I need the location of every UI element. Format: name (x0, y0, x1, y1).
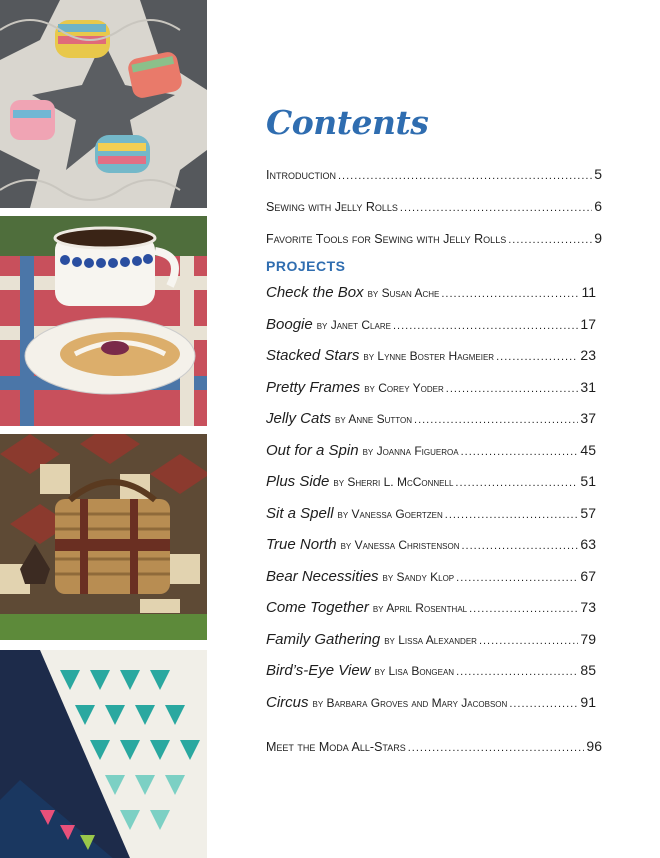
leader-dots (509, 692, 578, 715)
leader-dots (456, 660, 578, 683)
triangle-quilt-photo (0, 650, 207, 858)
toc-entry-label: Meet the Moda All-Stars (266, 740, 406, 754)
leader-dots (400, 199, 592, 216)
project-entry[interactable] (266, 440, 602, 463)
project-name: True North (266, 536, 337, 553)
project-entry[interactable] (266, 377, 602, 400)
project-name: Bear Necessities (266, 567, 379, 585)
project-name: Jelly Cats (266, 410, 332, 427)
project-name: Stacked Stars (266, 347, 360, 364)
leader-dots (393, 314, 578, 337)
toc-page-number: 31 (580, 378, 596, 395)
leader-dots (338, 167, 592, 184)
project-designer: by Anne Sutton (335, 412, 413, 426)
toc-page-number: 51 (580, 473, 596, 489)
leader-dots (455, 471, 578, 494)
toc-entry-label: Favorite Tools for Sewing with Jelly Rolls (266, 232, 507, 246)
project-entry[interactable] (266, 660, 602, 683)
toc-page-number: 67 (580, 567, 596, 584)
toc-entry-introduction[interactable] (266, 166, 602, 184)
table-of-contents (266, 100, 602, 756)
projects-heading: PROJECTS (266, 258, 346, 274)
leader-dots (446, 377, 579, 400)
project-designer: by Janet Clare (316, 317, 391, 332)
project-name: Boogie (266, 315, 313, 333)
project-entry[interactable] (266, 282, 602, 305)
project-designer: by Susan Ache (367, 286, 440, 300)
project-designer: by Corey Yoder (364, 380, 444, 395)
leader-dots (508, 231, 592, 248)
project-name: Sit a Spell (266, 504, 334, 522)
project-designer: by Lynne Boster Hagmeier (363, 349, 495, 363)
project-entry[interactable] (266, 566, 602, 589)
toc-page-number: 23 (580, 347, 596, 363)
project-designer: by Joanna Figueroa (362, 443, 459, 458)
toc-entry-label: Introduction (266, 168, 336, 182)
project-name: Bird’s-Eye View (266, 662, 371, 679)
coffee-cup-pastry-photo (0, 216, 207, 426)
project-name: Come Together (266, 599, 369, 616)
toc-page-number: 9 (594, 230, 602, 246)
project-entry[interactable] (266, 629, 602, 652)
toc-entry-sewing-with-jelly-rolls[interactable] (266, 198, 602, 216)
project-list (266, 282, 602, 714)
toc-page-number: 91 (580, 693, 596, 710)
leader-dots (445, 503, 579, 526)
project-designer: by Vanessa Christenson (340, 538, 460, 552)
project-designer: by Lisa Bongean (374, 664, 455, 678)
leader-dots (461, 440, 579, 463)
star-quilt-photo (0, 0, 207, 208)
leader-dots (479, 629, 578, 652)
toc-entry-favorite-tools[interactable] (266, 230, 602, 248)
project-entry[interactable] (266, 314, 602, 337)
leader-dots (456, 566, 578, 589)
project-entry[interactable] (266, 692, 602, 715)
project-designer: by Vanessa Goertzen (337, 506, 443, 521)
leader-dots (462, 534, 579, 557)
leader-dots (496, 345, 578, 368)
project-entry[interactable] (266, 503, 602, 526)
project-name: Check the Box (266, 284, 364, 301)
toc-page-number: 57 (580, 504, 596, 521)
toc-page-number: 79 (580, 630, 596, 647)
toc-page-number: 73 (580, 599, 596, 615)
toc-page-number: 37 (580, 410, 596, 426)
project-entry[interactable] (266, 345, 602, 368)
project-name: Out for a Spin (266, 441, 359, 459)
toc-page-number: 11 (581, 284, 596, 300)
leader-dots (441, 282, 579, 305)
leader-dots (469, 597, 578, 620)
leader-dots (414, 408, 578, 431)
photo-strip (0, 0, 207, 858)
toc-entry-label: Sewing with Jelly Rolls (266, 200, 398, 214)
project-designer: by Lissa Alexander (384, 632, 477, 647)
project-designer: by Sandy Klop (382, 569, 455, 584)
toc-page-number: 96 (586, 738, 602, 754)
project-designer: by Sherri L. McConnell (333, 475, 454, 489)
contents-title: Contents (266, 103, 429, 142)
basket-on-quilt-photo (0, 434, 207, 640)
toc-page-number: 45 (580, 441, 596, 458)
toc-page-number: 85 (580, 662, 596, 678)
toc-page-number: 63 (580, 536, 596, 552)
project-name: Pretty Frames (266, 378, 361, 396)
toc-page-number: 5 (594, 166, 602, 182)
project-entry[interactable] (266, 408, 602, 431)
toc-page-number: 17 (580, 315, 596, 332)
project-name: Plus Side (266, 473, 330, 490)
project-designer: by April Rosenthal (372, 601, 468, 615)
project-entry[interactable] (266, 534, 602, 557)
project-name: Family Gathering (266, 630, 381, 648)
project-entry[interactable] (266, 471, 602, 494)
project-entry[interactable] (266, 597, 602, 620)
toc-entry-meet-the-moda-all-stars[interactable] (266, 738, 602, 756)
project-designer: by Barbara Groves and Mary Jacobson (312, 695, 508, 710)
project-name: Circus (266, 693, 309, 711)
toc-page-number: 6 (594, 198, 602, 214)
leader-dots (408, 739, 585, 756)
